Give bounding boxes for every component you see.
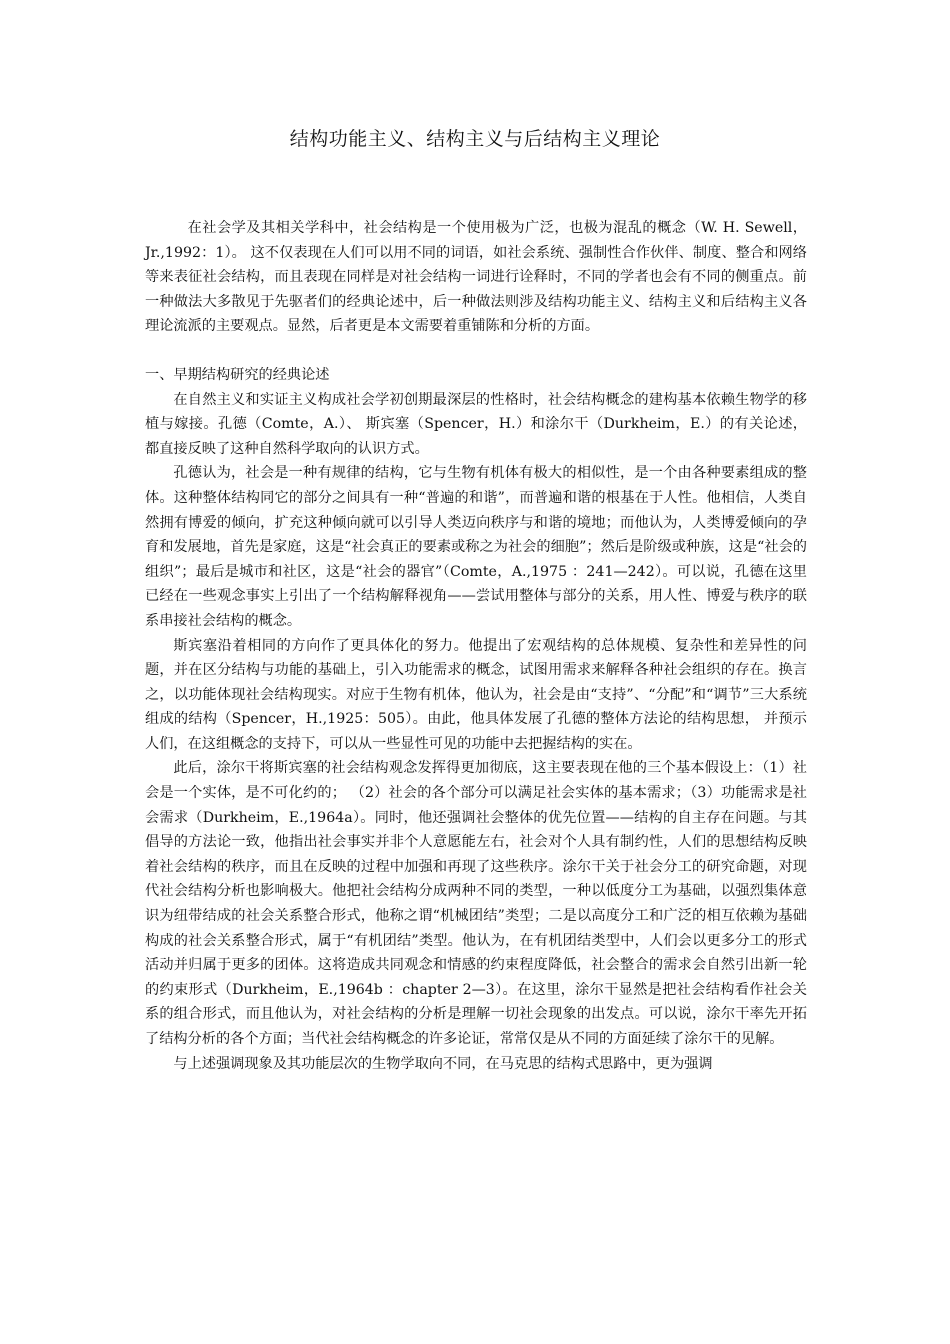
body-paragraph: 此后，涂尔干将斯宾塞的社会结构观念发挥得更加彻底，这主要表现在他的三个基本假设上：（1）社会是一个实体，是不可化约的； （2）社会的各个部分可以满足社会实体的基本需求；（3）功能需求是社会需求（Durkheim，E.,1964a）。同时，他还强调社会整体的优先位置——结构的自主存在问题。与其倡导的方法论一致，他指出社会事实并非个人意愿能左右，社会对个人具有制约性，人们的思想结构反映着社会结构的秩序，而且在反映的过程中加强和再现了这些秩序。涂尔干关于社会分工的研究命题，对现代社会结构分析也影响极大。他把社会结构分成两种不同的类型，一种以低度分工为基础，以强烈集体意识为纽带结成的社会关系整合形式，他称之谓“机械团结”类型；二是以高度分工和广泛的相互依赖为基础构成的社会关系整合形式，属于“有机团结”类型。他认为，在有机团结类型中，人们会以更多分工的形式活动并归属于更多的团体。这将造成共同观念和情感的约束程度降低，社会整合的需求会自然引出新一轮的约束形式（Durkheim，E.,1964b ：chapter 2—3）。在这里，涂尔干显然是把社会结构看作社会关系的组合形式，而且他认为，对社会结构的分析是理解一切社会现象的出发点。可以说，涂尔干率先开拓了结构分析的各个方面；当代社会结构概念的许多论证，常常仅是从不同的方面延续了涂尔干的见解。 bbox=[145, 760, 807, 1047]
intro-paragraph: 在社会学及其相关学科中，社会结构是一个使用极为广泛，也极为混乱的概念（W. H. Sewell，Jr.,1992：1）。 这不仅表现在人们可以用不同的词语，如社会系统、强制性合作伙伴、制度、整合和网络等来表征社会结构，而且表现在同样是对社会结构一词进行诠释时，不同的学者也会有不同的侧重点。前一种做法大多散见于先驱者们的经典论述中，后一种做法则涉及结构功能主义、结构主义和后结构主义各理论流派的主要观点。显然，后者更是本文需要着重铺陈和分析的方面。 bbox=[145, 220, 807, 335]
body-paragraph: 在自然主义和实证主义构成社会学初创期最深层的性格时，社会结构概念的建构基本依赖生物学的移植与嫁接。孔德（Comte，A.）、 斯宾塞（Spencer，H.）和涂尔干（Durkheim，E.）的有关论述， 都直接反映了这种自然科学取向的认识方式。 bbox=[145, 391, 807, 457]
section-heading: 一、早期结构研究的经典论述 bbox=[145, 366, 330, 383]
body-paragraph: 孔德认为，社会是一种有规律的结构，它与生物有机体有极大的相似性，是一个由各种要素组成的整体。这种整体结构同它的部分之间具有一种“普遍的和谐”，而普遍和谐的根基在于人性。他相信，人类自然拥有博爱的倾向，扩充这种倾向就可以引导人类迈向秩序与和谐的境地；而他认为，人类博爱倾向的孕育和发展地，首先是家庭，这是“社会真正的要素或称之为社会的细胞”；然后是阶级或种族，这是“社会的组织”；最后是城市和社区，这是“社会的器官”（Comte，A.,1975 ：241—242）。可以说，孔德在这里已经在一些观念事实上引出了一个结构解释视角——尝试用整体与部分的关系，用人性、博爱与秩序的联系串接社会结构的概念。 bbox=[145, 465, 807, 629]
section-gap bbox=[145, 339, 807, 363]
body-paragraph: 斯宾塞沿着相同的方向作了更具体化的努力。他提出了宏观结构的总体规模、复杂性和差异性的问题，并在区分结构与功能的基础上，引入功能需求的概念，试图用需求来解释各种社会组织的存在。换言之，以功能体现社会结构现实。对应于生物有机体，他认为，社会是由“支持”、“分配”和“调节”三大系统组成的结构（Spencer，H.,1925：505）。由此，他具体发展了孔德的整体方法论的结构思想， 并预示人们，在这组概念的支持下，可以从一些显性可见的功能中去把握结构的实在。 bbox=[145, 637, 807, 752]
body-paragraph: 与上述强调现象及其功能层次的生物学取向不同，在马克思的结构式思路中，更为强调 bbox=[173, 1055, 713, 1072]
document-title: 结构功能主义、结构主义与后结构主义理论 bbox=[289, 128, 661, 150]
document-body bbox=[145, 216, 807, 1076]
